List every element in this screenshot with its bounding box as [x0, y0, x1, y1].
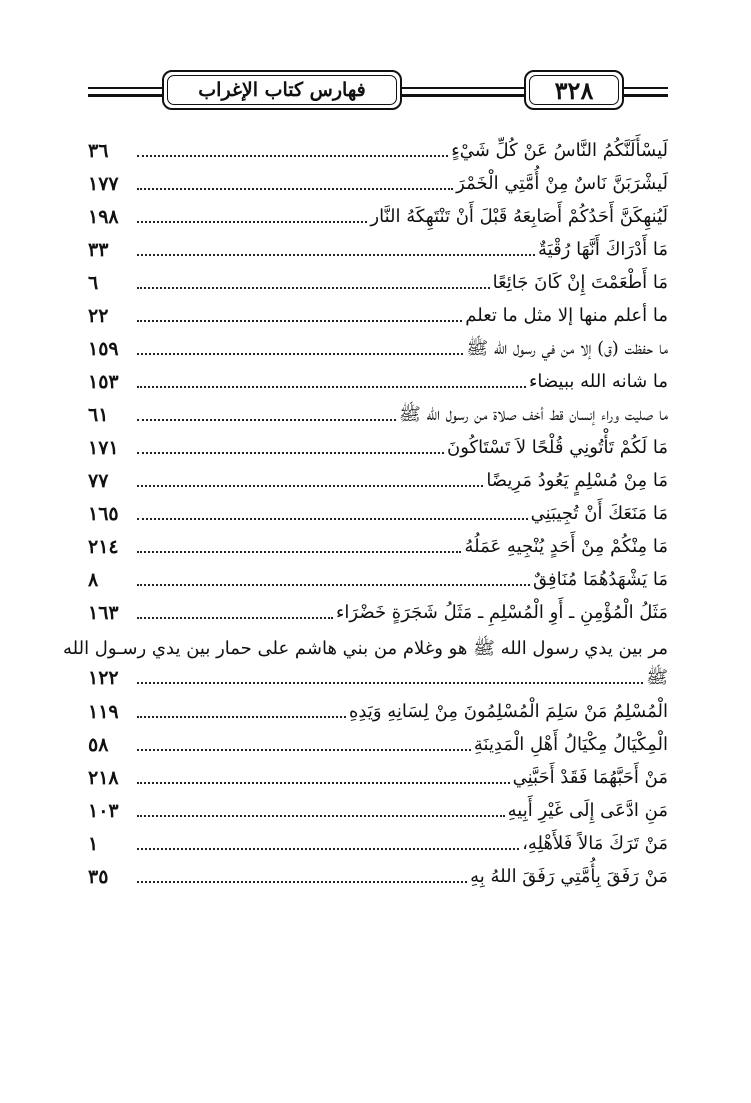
entry-text: مَنْ تَرَكَ مَالاً فَلأَهْلِهِ، [522, 833, 668, 854]
entry-text: لَيُنهِكَنَّ أَحَدُكُمْ أَصَابِعَهُ قَبْلَ أَنْ تَنْتَهِكَهُ النَّار [370, 206, 668, 227]
entry-page: ٥٨ [88, 734, 109, 756]
index-entry [88, 364, 668, 397]
entry-page: ٦١ [88, 404, 109, 426]
index-entry [88, 595, 668, 628]
entry-text: مَا مِنْ مُسْلِمٍ يَعُودُ مَرِيضًا [486, 470, 668, 491]
index-entry [88, 133, 668, 166]
entry-text: لَيشْرَبَنَّ نَاسٌ مِنْ أُمَّتِي الْخَمْرَ [456, 173, 668, 194]
index-entry [88, 232, 668, 265]
dot-leader [137, 782, 510, 784]
dot-leader [137, 155, 448, 157]
dot-leader [137, 419, 396, 421]
dot-leader [137, 551, 461, 553]
book-title: فهارس كتاب الإغراب [162, 70, 402, 110]
entry-text: مَا أَدْرَاكَ أَنَّهَا رُقْيَةٌ [537, 239, 668, 260]
entry-text: مَا أَطْعَمْتَ إِنْ كَانَ جَائِعًا [492, 272, 668, 293]
entry-text: مَا مِنْكُمْ مِنْ أَحَدٍ يُنْجِيهِ عَمَلُهُ [464, 536, 668, 557]
entry-line2 [88, 660, 668, 693]
index-entry [88, 463, 668, 496]
dot-leader [137, 881, 467, 883]
entry-page: ١٦٥ [88, 503, 119, 525]
entry-page: ١ [88, 833, 99, 855]
entry-text-line2: ﷺ [646, 667, 668, 688]
index-entry [88, 199, 668, 232]
entry-text: ما حفظت (ق) إلا من في رسول الله ﷺ [466, 338, 668, 359]
index-entry-wrapped [62, 628, 668, 694]
entry-text: مَنِ ادَّعَى إِلَى غَيْرِ أَبِيهِ [507, 800, 668, 821]
entry-text: مَا مَنَعَكَ أَنْ تُجِيبَنِي [530, 503, 668, 524]
dot-leader [137, 353, 463, 355]
index-list [62, 133, 668, 892]
entry-page: ٣٥ [88, 866, 109, 888]
dot-leader [137, 682, 643, 684]
index-entry [88, 331, 668, 364]
entry-page: ٣٣ [88, 239, 109, 261]
entry-text-line1: مر بين يدي رسول الله ﷺ هو وغلام من بني هاشم على حمار بين يدي رسـول الله [62, 638, 668, 659]
dot-leader [137, 287, 490, 289]
entry-text: مَا يَشْهَدُهُمَا مُنَافِقٌ [533, 569, 668, 590]
index-entry [88, 694, 668, 727]
entry-page: ٣٦ [88, 140, 109, 162]
entry-page: ١٥٩ [88, 338, 119, 360]
entry-text: ما أعلم منها إلا مثل ما تعلم [465, 305, 668, 326]
entry-page: ٨ [88, 569, 99, 591]
entry-page: ٧٧ [88, 470, 109, 492]
entry-text: الْمِكْيَالُ مِكْيَالُ أَهْلِ الْمَدِينَةِ [473, 734, 668, 755]
index-entry [88, 859, 668, 892]
entry-text: مَنْ رَفَقَ بِأُمَّتِي رَفَقَ اللهُ بِهِ [470, 866, 668, 887]
entry-page: ١٢٢ [88, 667, 119, 689]
dot-leader [137, 617, 333, 619]
dot-leader [137, 188, 453, 190]
index-entry [88, 166, 668, 199]
entry-page: ١٧١ [88, 437, 119, 459]
index-entry [88, 727, 668, 760]
entry-page: ١٩٨ [88, 206, 119, 228]
dot-leader [137, 815, 505, 817]
entry-page: ٢٢ [88, 305, 109, 327]
entry-page: ١٦٣ [88, 602, 119, 624]
entry-page: ٦ [88, 272, 99, 294]
dot-leader [137, 452, 444, 454]
index-entry [88, 298, 668, 331]
entry-text: مَا لَكُمْ تَأْتُونِي قُلْحًا لاَ تَسْتَاكُونَ [447, 437, 668, 458]
dot-leader [137, 254, 535, 256]
index-entry [88, 760, 668, 793]
dot-leader [137, 716, 346, 718]
page-number: ٣٢٨ [524, 70, 624, 110]
index-entry [88, 826, 668, 859]
index-entry [88, 397, 668, 430]
dot-leader [137, 221, 367, 223]
dot-leader [137, 749, 471, 751]
entry-text: مَثَلُ الْمُؤْمِنِ ـ أَوِ الْمُسْلِمِ ـ مَثَلُ شَجَرَةٍ خَضْرَاء [335, 602, 668, 623]
dot-leader [137, 584, 530, 586]
entry-text: الْمُسْلِمُ مَنْ سَلِمَ الْمُسْلِمُونَ مِنْ لِسَانِهِ وَيَدِهِ [348, 701, 668, 722]
entry-page: ١١٩ [88, 701, 119, 723]
index-entry [88, 529, 668, 562]
dot-leader [137, 320, 462, 322]
page-header [88, 70, 668, 110]
entry-text: مَنْ أَحَبَّهُمَا فَقَدْ أَحَبَّنِي [512, 767, 668, 788]
index-entry [88, 562, 668, 595]
dot-leader [137, 485, 483, 487]
entry-page: ١٠٣ [88, 800, 119, 822]
entry-page: ٢١٨ [88, 767, 119, 789]
entry-page: ١٥٣ [88, 371, 119, 393]
index-entry [88, 265, 668, 298]
entry-text: ما صليت وراء إنسان قط أخف صلاة من رسول الله ﷺ [399, 404, 668, 425]
dot-leader [137, 848, 519, 850]
dot-leader [137, 518, 528, 520]
entry-page: ١٧٧ [88, 173, 119, 195]
dot-leader [137, 386, 526, 388]
entry-text: لَيسْأَلَنَّكُمُ النَّاسُ عَنْ كُلِّ شَيْءٍ [451, 140, 668, 161]
entry-text: ما شانه الله ببيضاء [528, 371, 668, 392]
entry-page: ٢١٤ [88, 536, 119, 558]
index-entry [88, 430, 668, 463]
index-entry [88, 793, 668, 826]
index-entry [88, 496, 668, 529]
